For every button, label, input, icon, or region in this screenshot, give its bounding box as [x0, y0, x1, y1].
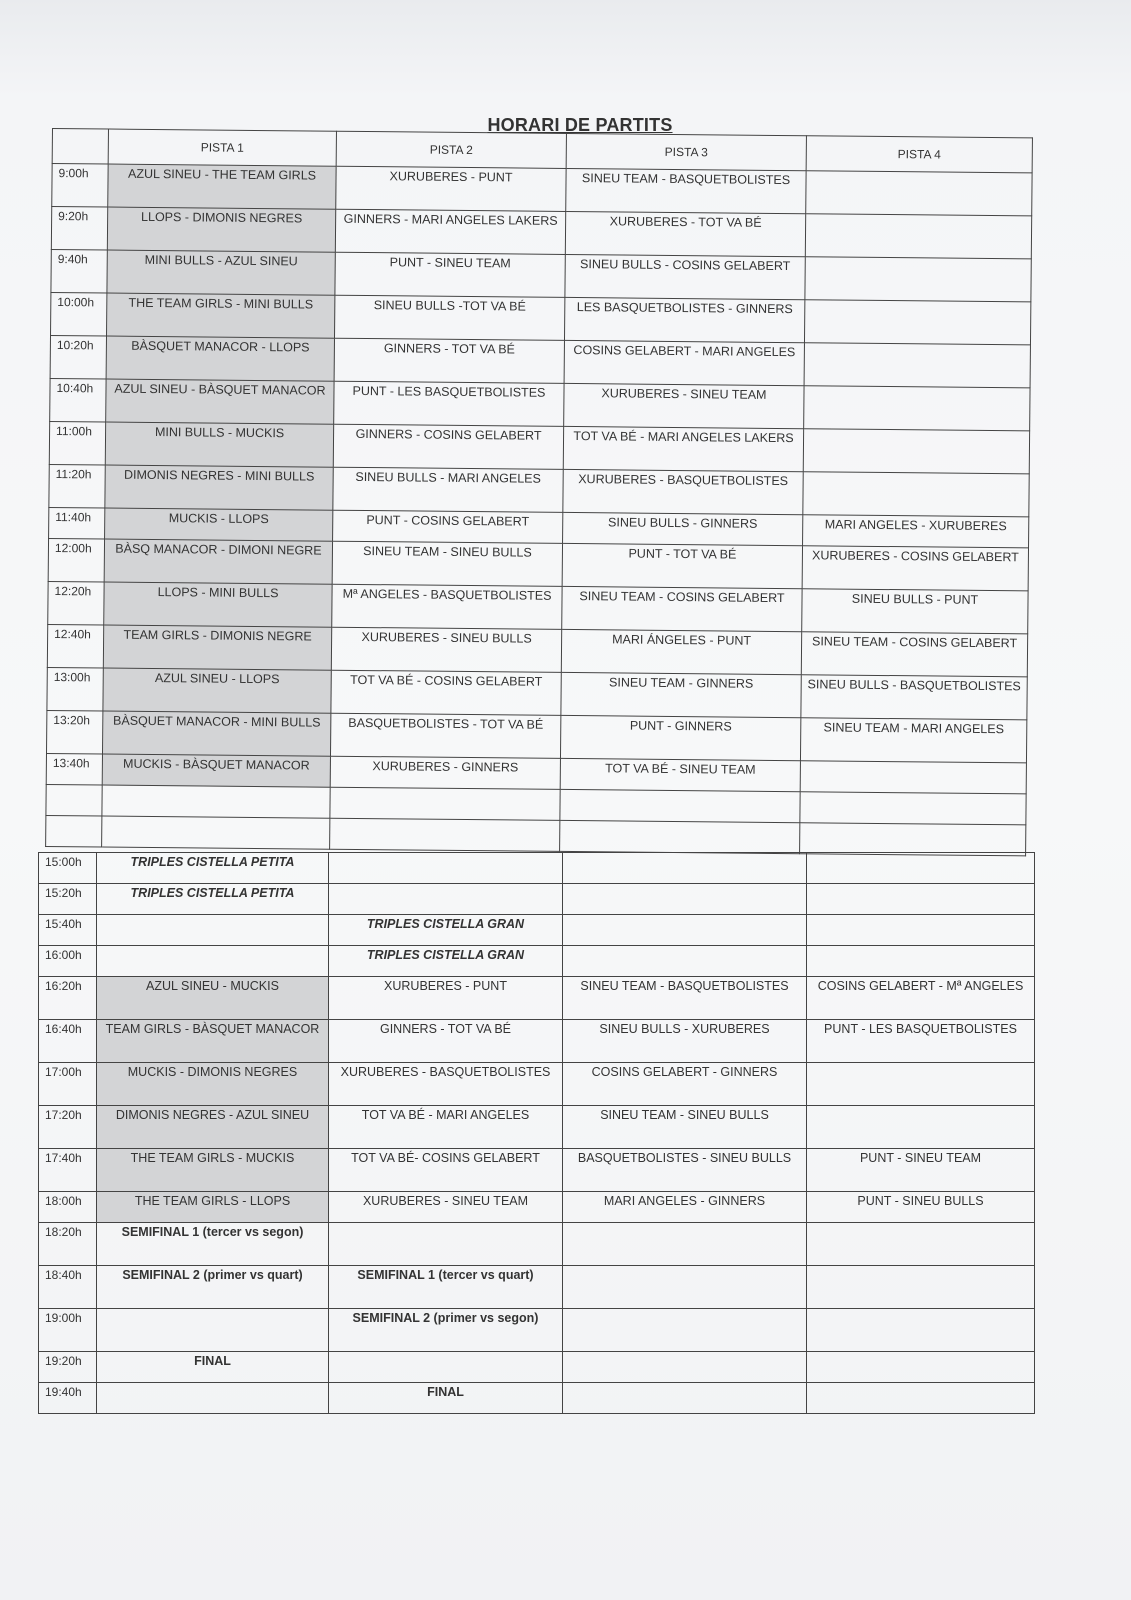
time-cell: 13:20h [46, 710, 102, 754]
pista-2-cell: PUNT - LES BASQUETBOLISTES [334, 381, 564, 426]
pista-4-cell: MARI ANGELES - XURUBERES [803, 515, 1029, 548]
pista-2-cell: TOT VA BÉ - MARI ANGELES [329, 1106, 563, 1149]
pista-3-cell: SINEU TEAM - BASQUETBOLISTES [566, 168, 806, 213]
pista-1-cell: MUCKIS - BÀSQUET MANACOR [102, 754, 330, 787]
pista-2-cell: SEMIFINAL 2 (primer vs segon) [329, 1309, 563, 1352]
header-pista-2: PISTA 2 [336, 131, 566, 168]
pista-2-cell: XURUBERES - GINNERS [330, 756, 560, 789]
pista-3-cell [560, 820, 800, 853]
time-cell: 17:40h [39, 1149, 97, 1192]
pista-3-cell [563, 1352, 807, 1383]
time-cell: 17:00h [39, 1063, 97, 1106]
pista-2-cell [329, 884, 563, 915]
pista-4-cell [800, 792, 1026, 825]
pista-1-cell: DIMONIS NEGRES - AZUL SINEU [97, 1106, 329, 1149]
table-row [39, 1223, 1035, 1266]
pista-3-cell [563, 1266, 807, 1309]
time-cell: 11:00h [49, 421, 105, 465]
pista-1-cell: MINI BULLS - AZUL SINEU [107, 250, 335, 295]
pista-2-cell [329, 1223, 563, 1266]
table-row [39, 1309, 1035, 1352]
pista-3-cell: XURUBERES - TOT VA BÉ [565, 211, 805, 256]
pista-4-cell [807, 1383, 1035, 1414]
pista-4-cell [807, 1063, 1035, 1106]
pista-4-cell [807, 1309, 1035, 1352]
pista-3-cell [563, 853, 807, 884]
time-cell: 11:20h [49, 464, 105, 508]
table-row [39, 1192, 1035, 1223]
time-cell: 19:20h [39, 1352, 97, 1383]
time-cell: 10:20h [50, 335, 106, 379]
pista-2-cell: TRIPLES CISTELLA GRAN [329, 946, 563, 977]
time-cell: 18:00h [39, 1192, 97, 1223]
time-cell: 19:00h [39, 1309, 97, 1352]
pista-2-cell [329, 1352, 563, 1383]
pista-3-cell: SINEU TEAM - BASQUETBOLISTES [563, 977, 807, 1020]
pista-2-cell: XURUBERES - SINEU TEAM [329, 1192, 563, 1223]
pista-2-cell [330, 787, 560, 820]
time-cell: 16:00h [39, 946, 97, 977]
pista-1-cell [102, 785, 330, 818]
table-row [39, 1352, 1035, 1383]
pista-4-cell [806, 171, 1032, 216]
table-row [39, 977, 1035, 1020]
pista-1-cell: MUCKIS - DIMONIS NEGRES [97, 1063, 329, 1106]
pista-4-cell: PUNT - LES BASQUETBOLISTES [807, 1020, 1035, 1063]
time-cell: 17:20h [39, 1106, 97, 1149]
pista-4-cell [805, 257, 1031, 302]
time-cell: 9:40h [51, 249, 107, 293]
pista-4-cell: COSINS GELABERT - Mª ANGELES [807, 977, 1035, 1020]
pista-4-cell [807, 1223, 1035, 1266]
time-cell: 15:40h [39, 915, 97, 946]
pista-3-cell: COSINS GELABERT - GINNERS [563, 1063, 807, 1106]
pista-3-cell: TOT VA BÉ - SINEU TEAM [560, 758, 800, 791]
pista-1-cell [102, 816, 330, 849]
pista-2-cell: Mª ANGELES - BASQUETBOLISTES [332, 584, 562, 629]
pista-1-cell: THE TEAM GIRLS - MINI BULLS [107, 293, 335, 338]
time-cell: 15:20h [39, 884, 97, 915]
page-title: HORARI DE PARTITS [487, 115, 673, 135]
pista-1-cell: TRIPLES CISTELLA PETITA [97, 884, 329, 915]
table-row [39, 1149, 1035, 1192]
pista-4-cell [807, 946, 1035, 977]
time-cell: 12:20h [48, 581, 104, 625]
pista-1-cell: BÀSQ MANACOR - DIMONI NEGRE [104, 539, 332, 584]
time-cell [46, 815, 102, 847]
pista-1-cell [97, 915, 329, 946]
pista-1-cell: DIMONIS NEGRES - MINI BULLS [105, 465, 333, 510]
pista-3-cell: PUNT - TOT VA BÉ [562, 543, 802, 588]
pista-3-cell: SINEU TEAM - COSINS GELABERT [562, 586, 802, 631]
afternoon-schedule-table [38, 852, 1035, 1414]
header-pista-1: PISTA 1 [108, 129, 336, 166]
morning-schedule-table [45, 128, 1033, 856]
pista-1-cell: THE TEAM GIRLS - LLOPS [97, 1192, 329, 1223]
pista-2-cell: GINNERS - MARI ANGELES LAKERS [335, 209, 565, 254]
pista-1-cell [97, 1383, 329, 1414]
pista-2-cell: SINEU BULLS - MARI ANGELES [333, 467, 563, 512]
pista-4-cell [807, 915, 1035, 946]
pista-2-cell [330, 818, 560, 851]
pista-2-cell [329, 853, 563, 884]
time-cell: 12:40h [47, 624, 103, 668]
pista-1-cell: AZUL SINEU - THE TEAM GIRLS [108, 164, 336, 209]
pista-3-cell: SINEU TEAM - SINEU BULLS [563, 1106, 807, 1149]
pista-3-cell [560, 789, 800, 822]
pista-1-cell: MUCKIS - LLOPS [105, 508, 333, 541]
pista-4-cell [807, 1106, 1035, 1149]
pista-1-cell: TEAM GIRLS - BÀSQUET MANACOR [97, 1020, 329, 1063]
pista-2-cell: GINNERS - TOT VA BÉ [329, 1020, 563, 1063]
pista-2-cell: XURUBERES - PUNT [329, 977, 563, 1020]
time-cell: 9:20h [51, 207, 107, 251]
pista-1-cell: MINI BULLS - MUCKIS [105, 422, 333, 467]
time-cell [46, 784, 102, 816]
pista-1-cell [97, 946, 329, 977]
pista-2-cell: GINNERS - TOT VA BÉ [334, 338, 564, 383]
time-cell: 12:00h [48, 538, 104, 582]
time-cell: 18:20h [39, 1223, 97, 1266]
pista-3-cell: MARI ANGELES - GINNERS [563, 1192, 807, 1223]
time-cell: 10:40h [50, 378, 106, 422]
pista-4-cell [803, 472, 1029, 517]
pista-3-cell: SINEU BULLS - XURUBERES [563, 1020, 807, 1063]
table-row [39, 1106, 1035, 1149]
time-cell: 15:00h [39, 853, 97, 884]
pista-2-cell: PUNT - SINEU TEAM [335, 252, 565, 297]
pista-4-cell [800, 761, 1026, 794]
pista-3-cell [563, 1309, 807, 1352]
pista-1-cell: SEMIFINAL 1 (tercer vs segon) [97, 1223, 329, 1266]
pista-2-cell: TOT VA BÉ - COSINS GELABERT [331, 670, 561, 715]
pista-2-cell: BASQUETBOLISTES - TOT VA BÉ [330, 713, 560, 758]
pista-2-cell: PUNT - COSINS GELABERT [333, 510, 563, 543]
pista-3-cell: TOT VA BÉ - MARI ANGELES LAKERS [563, 426, 803, 471]
pista-1-cell: SEMIFINAL 2 (primer vs quart) [97, 1266, 329, 1309]
pista-4-cell: PUNT - SINEU BULLS [807, 1192, 1035, 1223]
table-row [39, 853, 1035, 884]
pista-2-cell: XURUBERES - BASQUETBOLISTES [329, 1063, 563, 1106]
time-cell: 9:00h [52, 164, 108, 208]
pista-1-cell: BÀSQUET MANACOR - MINI BULLS [102, 711, 330, 756]
table-row [39, 1383, 1035, 1414]
pista-2-cell: TOT VA BÉ- COSINS GELABERT [329, 1149, 563, 1192]
time-cell: 13:00h [47, 667, 103, 711]
pista-4-cell [804, 343, 1030, 388]
pista-2-cell: XURUBERES - SINEU BULLS [331, 627, 561, 672]
pista-1-cell: LLOPS - DIMONIS NEGRES [107, 207, 335, 252]
pista-2-cell: GINNERS - COSINS GELABERT [333, 424, 563, 469]
pista-3-cell [563, 1223, 807, 1266]
pista-1-cell: LLOPS - MINI BULLS [104, 582, 332, 627]
time-cell: 11:40h [49, 507, 105, 539]
table-row [39, 884, 1035, 915]
pista-1-cell: TRIPLES CISTELLA PETITA [97, 853, 329, 884]
pista-4-cell [803, 429, 1029, 474]
pista-3-cell [563, 946, 807, 977]
pista-2-cell: SINEU TEAM - SINEU BULLS [332, 541, 562, 586]
pista-2-cell: TRIPLES CISTELLA GRAN [329, 915, 563, 946]
time-cell: 13:40h [46, 753, 102, 785]
pista-3-cell [563, 915, 807, 946]
pista-4-cell [805, 214, 1031, 259]
pista-3-cell: COSINS GELABERT - MARI ANGELES [564, 340, 804, 385]
pista-3-cell: PUNT - GINNERS [560, 715, 800, 760]
pista-4-cell [804, 386, 1030, 431]
table-row [39, 1266, 1035, 1309]
pista-4-cell [807, 1352, 1035, 1383]
pista-4-cell: SINEU BULLS - PUNT [802, 589, 1028, 634]
pista-4-cell: SINEU TEAM - COSINS GELABERT [801, 632, 1027, 677]
pista-3-cell: BASQUETBOLISTES - SINEU BULLS [563, 1149, 807, 1192]
pista-3-cell: SINEU BULLS - COSINS GELABERT [565, 254, 805, 299]
time-cell: 16:40h [39, 1020, 97, 1063]
pista-4-cell: PUNT - SINEU TEAM [807, 1149, 1035, 1192]
time-cell: 18:40h [39, 1266, 97, 1309]
pista-4-cell [800, 823, 1026, 856]
pista-2-cell: SINEU BULLS -TOT VA BÉ [334, 295, 564, 340]
table-row [39, 946, 1035, 977]
pista-1-cell: AZUL SINEU - MUCKIS [97, 977, 329, 1020]
header-time [52, 129, 108, 165]
pista-1-cell: AZUL SINEU - BÀSQUET MANACOR [106, 379, 334, 424]
pista-4-cell [807, 853, 1035, 884]
pista-1-cell: THE TEAM GIRLS - MUCKIS [97, 1149, 329, 1192]
header-pista-4: PISTA 4 [806, 136, 1032, 173]
pista-4-cell: SINEU TEAM - MARI ANGELES [800, 718, 1026, 763]
pista-2-cell: SEMIFINAL 1 (tercer vs quart) [329, 1266, 563, 1309]
pista-3-cell: LES BASQUETBOLISTES - GINNERS [564, 297, 804, 342]
pista-3-cell: SINEU BULLS - GINNERS [563, 512, 803, 545]
time-cell: 16:20h [39, 977, 97, 1020]
pista-2-cell: XURUBERES - PUNT [336, 166, 566, 211]
pista-4-cell: XURUBERES - COSINS GELABERT [802, 546, 1028, 591]
pista-4-cell [804, 300, 1030, 345]
time-cell: 19:40h [39, 1383, 97, 1414]
table-row [39, 1020, 1035, 1063]
pista-1-cell [97, 1309, 329, 1352]
pista-3-cell: XURUBERES - SINEU TEAM [564, 383, 804, 428]
pista-3-cell: SINEU TEAM - GINNERS [561, 672, 801, 717]
pista-4-cell [807, 884, 1035, 915]
pista-2-cell: FINAL [329, 1383, 563, 1414]
time-cell: 10:00h [51, 292, 107, 336]
table-row [39, 1063, 1035, 1106]
pista-1-cell: BÀSQUET MANACOR - LLOPS [106, 336, 334, 381]
pista-3-cell: XURUBERES - BASQUETBOLISTES [563, 469, 803, 514]
pista-3-cell [563, 1383, 807, 1414]
pista-1-cell: FINAL [97, 1352, 329, 1383]
pista-4-cell [807, 1266, 1035, 1309]
pista-1-cell: TEAM GIRLS - DIMONIS NEGRE [103, 625, 331, 670]
header-pista-3: PISTA 3 [566, 133, 806, 170]
table-row [39, 915, 1035, 946]
pista-3-cell [563, 884, 807, 915]
pista-3-cell: MARI ÁNGELES - PUNT [561, 629, 801, 674]
pista-4-cell: SINEU BULLS - BASQUETBOLISTES [801, 675, 1027, 720]
pista-1-cell: AZUL SINEU - LLOPS [103, 668, 331, 713]
